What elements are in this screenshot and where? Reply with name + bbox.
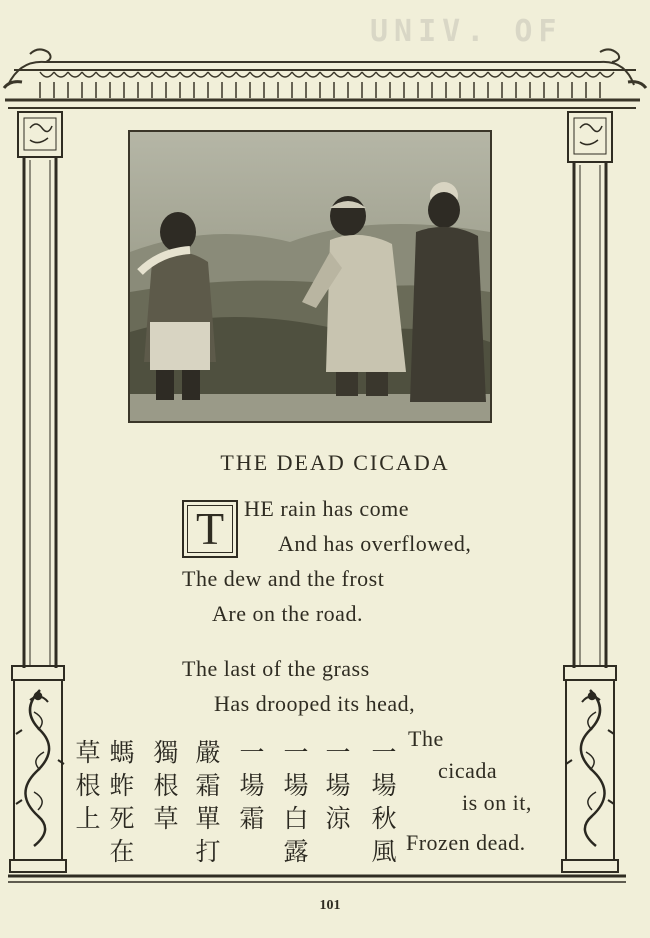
roof-tile [376, 72, 390, 77]
roof-tile [138, 72, 152, 77]
chinese-char: 根 [153, 771, 179, 800]
chinese-char: 單 [195, 804, 221, 833]
chinese-char: 秋 [371, 804, 397, 833]
roof-tile [488, 72, 502, 77]
roof-tile [558, 72, 572, 77]
roof-tiles [40, 72, 614, 98]
roof-tile [600, 72, 614, 77]
roof-tile [110, 72, 124, 77]
roof-tile [460, 72, 474, 77]
poem-line-3: The dew and the frost [182, 566, 385, 591]
roof-tile [54, 72, 68, 77]
chinese-column-7 [106, 736, 138, 868]
roof-tile [264, 72, 278, 77]
chinese-column-8 [72, 736, 104, 835]
roof-tile [320, 72, 334, 77]
roof-tile [516, 72, 530, 77]
pagoda-roof [4, 49, 646, 108]
drop-cap-letter: T [187, 505, 233, 553]
roof-tile [586, 72, 600, 77]
chinese-char: 蚱 [109, 771, 135, 800]
roof-tile [572, 72, 586, 77]
left-dragon-icon [16, 690, 64, 846]
roof-tile [306, 72, 320, 77]
roof-tile [124, 72, 138, 77]
poem-line-5: The last of the grass [182, 656, 370, 681]
roof-tile [152, 72, 166, 77]
poem-line-6: Has drooped its head, [214, 691, 416, 716]
chinese-char: 霜 [239, 804, 265, 833]
roof-tile [194, 72, 208, 77]
roof-tile [334, 72, 348, 77]
chinese-char: 一 [325, 738, 351, 767]
roof-tile [236, 72, 250, 77]
right-pillar [562, 112, 618, 872]
roof-tile [418, 72, 432, 77]
chinese-char: 風 [371, 837, 397, 866]
roof-tile [68, 72, 82, 77]
chinese-char: 一 [239, 738, 265, 767]
roof-tile [208, 72, 222, 77]
roof-tile [292, 72, 306, 77]
chinese-char: 場 [325, 771, 351, 800]
roof-tile [82, 72, 96, 77]
poem-line-1: HE rain has come [244, 496, 409, 521]
roof-tile [278, 72, 292, 77]
roof-tile [348, 72, 362, 77]
chinese-column-5 [192, 736, 224, 868]
roof-tile [166, 72, 180, 77]
chinese-char: 在 [109, 837, 135, 866]
chinese-char: 涼 [325, 804, 351, 833]
chinese-char: 上 [75, 804, 101, 833]
chinese-column-2 [322, 736, 354, 835]
roof-tile [390, 72, 404, 77]
roof-tile [40, 72, 54, 77]
poem-line-9: is on it, [462, 790, 532, 815]
roof-tile [446, 72, 460, 77]
poem-line-7: The [408, 726, 444, 751]
chinese-column-3 [280, 736, 312, 868]
left-pillar [10, 112, 66, 872]
chinese-char: 草 [153, 804, 179, 833]
poem-line-10: Frozen dead. [406, 830, 526, 855]
chinese-char: 場 [283, 771, 309, 800]
chinese-column-6 [150, 736, 182, 835]
roof-tile [530, 72, 544, 77]
roof-tile [502, 72, 516, 77]
chinese-char: 一 [283, 738, 309, 767]
roof-tile [222, 72, 236, 77]
drop-cap [182, 500, 238, 558]
library-stamp: UNIV. OF [370, 14, 563, 49]
poem-line-4: Are on the road. [212, 601, 363, 626]
chinese-char: 打 [195, 837, 221, 866]
roof-tile [544, 72, 558, 77]
right-dragon-icon [566, 690, 614, 846]
roof-tile [250, 72, 264, 77]
roof-tile [96, 72, 110, 77]
roof-tile [404, 72, 418, 77]
page-number: 101 [319, 898, 341, 913]
poem-line-8: cicada [438, 758, 498, 783]
chinese-char: 一 [371, 738, 397, 767]
chinese-char: 場 [371, 771, 397, 800]
chinese-char: 獨 [153, 738, 179, 767]
chinese-char: 場 [239, 771, 265, 800]
chinese-column-4 [236, 736, 268, 835]
chinese-char: 露 [283, 837, 309, 866]
chinese-char: 死 [109, 804, 135, 833]
photo-scene [130, 132, 490, 421]
base-rule [8, 876, 626, 882]
roof-tile [474, 72, 488, 77]
chinese-char: 白 [283, 804, 309, 833]
chinese-column-1 [368, 736, 400, 868]
chinese-char: 螞 [109, 738, 135, 767]
poem-title: THE DEAD CICADA [220, 450, 450, 475]
chinese-char: 霜 [195, 771, 221, 800]
chinese-char: 根 [75, 771, 101, 800]
chinese-char: 草 [75, 738, 101, 767]
roof-tile [362, 72, 376, 77]
poem-line-2: And has overflowed, [278, 531, 472, 556]
chinese-char: 嚴 [195, 738, 221, 767]
roof-tile [432, 72, 446, 77]
illustration-photo [128, 130, 492, 423]
roof-tile [180, 72, 194, 77]
